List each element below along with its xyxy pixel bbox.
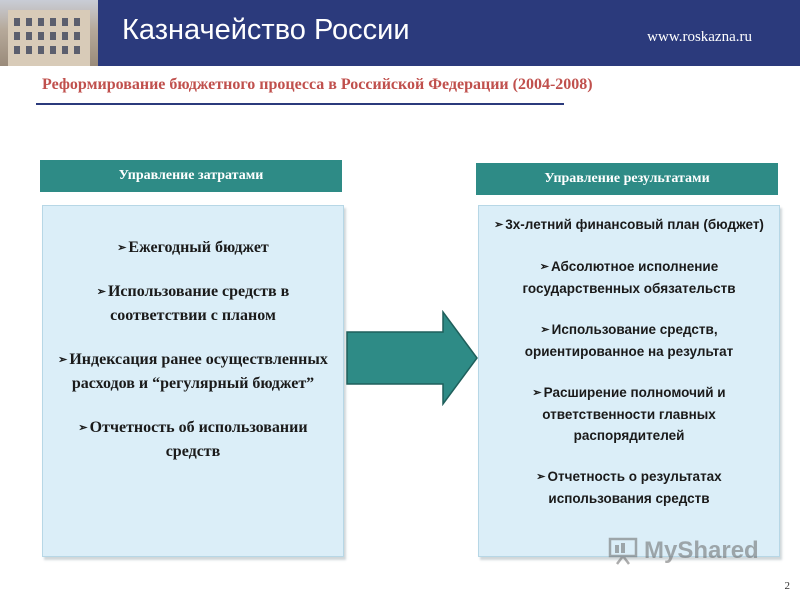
cost-management-panel (42, 205, 344, 557)
list-item: ➢ 3х-летний финансовый план (бюджет) (487, 214, 771, 236)
list-item: ➢ Отчетность о результатах использования средств (536, 469, 722, 506)
list-item: ➢ Отчетность об использовании средств (53, 416, 333, 464)
myshared-watermark (608, 537, 759, 565)
arrow-bullet-icon: ➢ (539, 261, 549, 273)
arrow-bullet-icon: ➢ (532, 387, 542, 399)
header-title: Казначейство России (122, 14, 410, 46)
results-management-heading: Управление результатами (476, 163, 778, 195)
arrow-bullet-icon: ➢ (117, 242, 127, 254)
transition-arrow-icon (345, 310, 480, 406)
slide-subtitle: Реформирование бюджетного процесса в Российской Федерации (2004-2008) (42, 76, 593, 93)
header-bar (0, 0, 800, 66)
arrow-bullet-icon: ➢ (78, 422, 88, 434)
list-item: ➢ Индексация ранее осуществленных расходов и “регулярный бюджет” (53, 348, 333, 396)
building-photo (0, 0, 98, 66)
arrow-bullet-icon: ➢ (536, 471, 546, 483)
list-item: ➢ Использование средств, ориентированное на результат (524, 322, 734, 359)
list-item: ➢ Абсолютное исполнение государственных обязательств (522, 259, 736, 296)
list-item: ➢ Ежегодный бюджет (53, 236, 333, 260)
watermark-text: MyShared (644, 537, 759, 564)
list-item: ➢ Расширение полномочий и ответственности главных распорядителей (532, 385, 726, 443)
cost-management-heading: Управление затратами (40, 160, 342, 192)
header-url[interactable]: www.roskazna.ru (647, 29, 752, 45)
arrow-bullet-icon: ➢ (58, 354, 68, 366)
arrow-bullet-icon: ➢ (540, 324, 550, 336)
list-item: ➢ Использование средств в соответствии с планом (53, 280, 333, 328)
subtitle-underline (36, 103, 564, 105)
arrow-bullet-icon: ➢ (96, 286, 106, 298)
page-number: 2 (784, 580, 790, 592)
arrow-bullet-icon: ➢ (494, 219, 504, 231)
results-management-panel (478, 205, 780, 557)
presentation-board-icon (608, 537, 638, 565)
